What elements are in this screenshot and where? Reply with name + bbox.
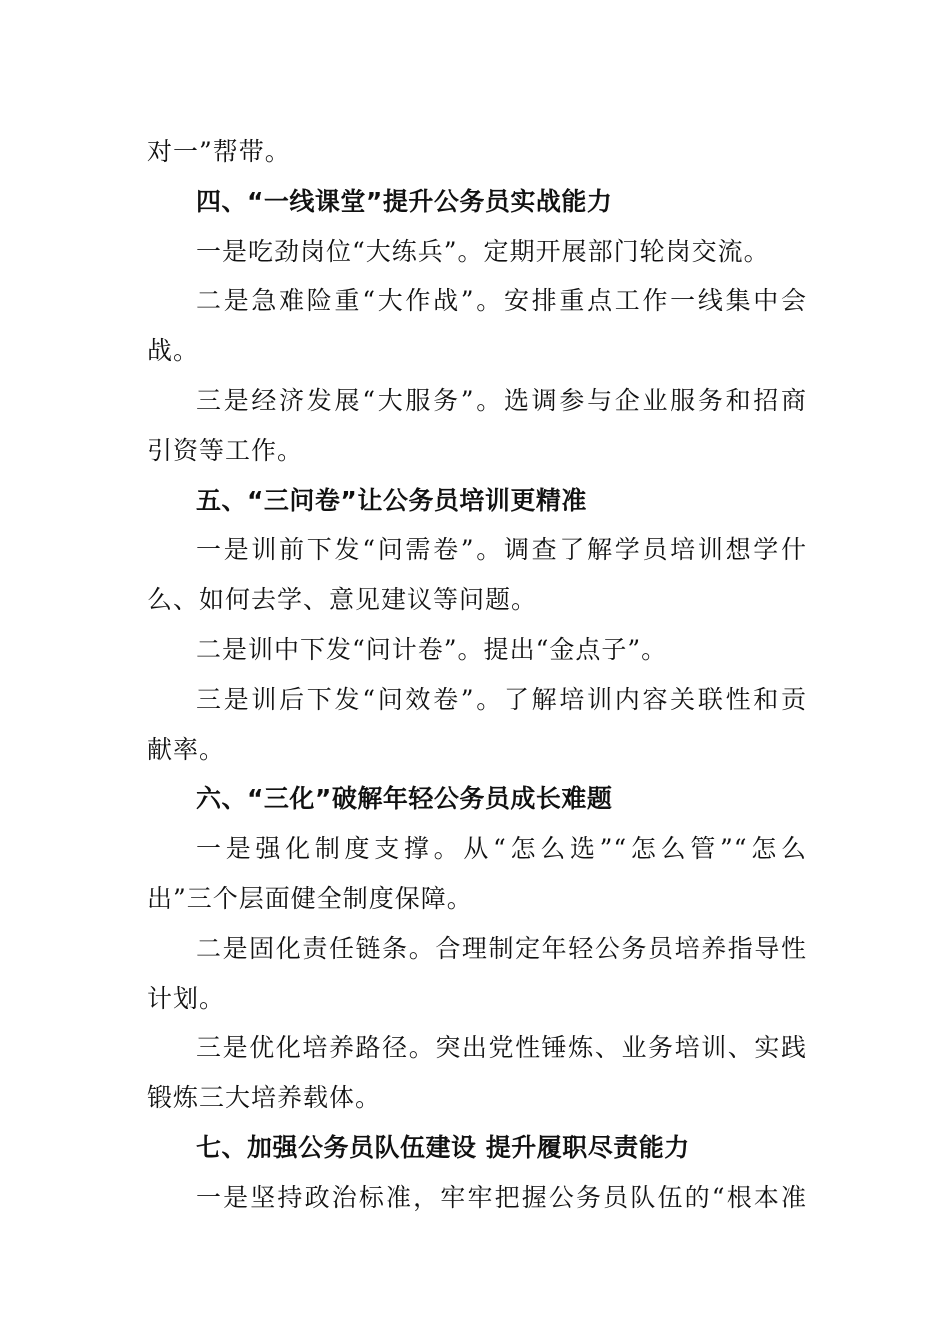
paragraph-line: 三是训后下发“问效卷”。了解培训内容关联性和贡 [196, 684, 807, 714]
paragraph-line: 一是吃劲岗位“大练兵”。定期开展部门轮岗交流。 [196, 236, 770, 266]
section-heading-5: 五、“三问卷”让公务员培训更精准 [196, 485, 587, 515]
paragraph-line: 么、如何去学、意见建议等问题。 [147, 585, 538, 615]
section-heading-4: 四、“一线课堂”提升公务员实战能力 [196, 186, 613, 216]
paragraph-line: 二是训中下发“问计卷”。提出“金点子”。 [196, 634, 668, 664]
paragraph-line: 计划。 [147, 983, 226, 1013]
paragraph-line: 一是强化制度支撑。从“怎么选”“怎么管”“怎么 [196, 834, 807, 864]
section-heading-6: 六、“三化”破解年轻公务员成长难题 [196, 784, 613, 814]
paragraph-line: 三是经济发展“大服务”。选调参与企业服务和招商 [196, 385, 807, 415]
paragraph-line: 战。 [147, 336, 200, 366]
paragraph-line: 一是训前下发“问需卷”。调查了解学员培训想学什 [196, 535, 807, 565]
paragraph-line: 三是优化培养路径。突出党性锤炼、业务培训、实践 [196, 1033, 807, 1063]
paragraph-line: 一是坚持政治标准，牢牢把握公务员队伍的“根本准 [196, 1182, 807, 1212]
paragraph-line: 出”三个层面健全制度保障。 [147, 883, 473, 913]
paragraph-line: 二是急难险重“大作战”。安排重点工作一线集中会 [196, 286, 807, 316]
paragraph-line: 引资等工作。 [147, 435, 304, 465]
paragraph-line: 锻炼三大培养载体。 [147, 1083, 382, 1113]
paragraph-line: 二是固化责任链条。合理制定年轻公务员培养指导性 [196, 933, 807, 963]
section-heading-7: 七、加强公务员队伍建设 提升履职尽责能力 [196, 1132, 690, 1162]
document-body [147, 127, 807, 1223]
paragraph-line: 献率。 [147, 734, 226, 764]
paragraph-line: 对一”帮带。 [147, 137, 291, 166]
